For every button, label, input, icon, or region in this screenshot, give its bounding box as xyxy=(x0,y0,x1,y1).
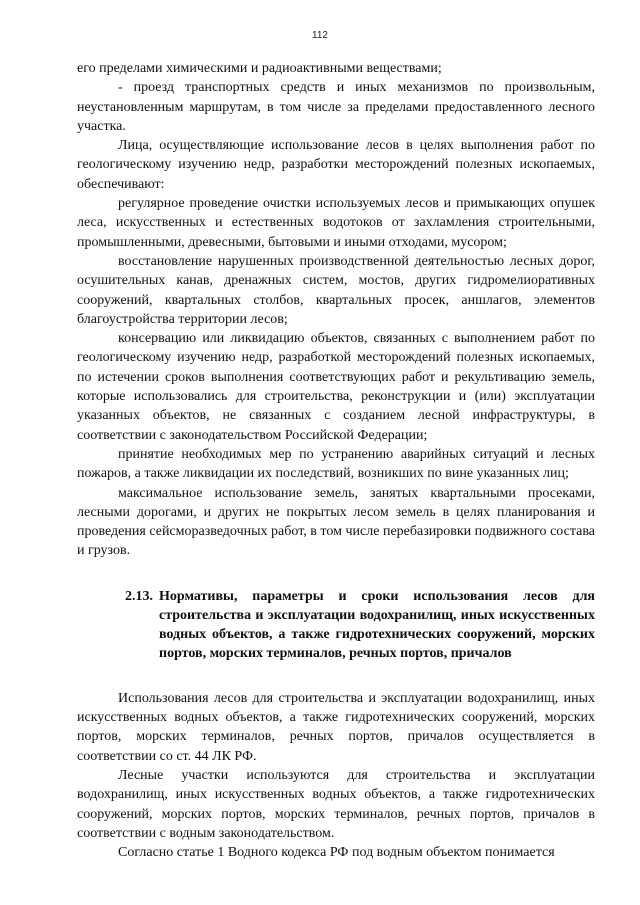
page-number: 112 xyxy=(312,30,328,41)
paragraph: консервацию или ликвидацию объектов, связанных с выполнением работ по геологическому изучению недр, разработкой месторождений полезных ископаемых, по истечении сроков выполнения соответствующих работ и рекультивацию земель, которые использовались для строительства, реконструкции и (или) эксплуатации указанных объектов, не связанных с созданием лесной инфраструктуры, в соответствии с законодательством Российской Федерации; xyxy=(77,331,595,443)
paragraph: Лица, осуществляющие использование лесов в целях выполнения работ по геологическому изучению недр, разработки месторождений полезных ископаемых, обеспечивают: xyxy=(77,138,595,192)
paragraphs-before-section xyxy=(77,59,595,561)
section-title: Нормативы, параметры и сроки использования лесов для строительства и эксплуатации водохранилищ, иных искусственных водных объектов, а также гидротехнических сооружений, морских портов, морских терминалов, речных портов, причалов xyxy=(159,588,595,661)
paragraphs-after-section xyxy=(77,689,595,863)
section-heading xyxy=(77,587,595,663)
paragraph: регулярное проведение очистки используемых лесов и примыкающих опушек леса, искусственных и естественных водотоков от захламления строительными, промышленными, древесными, бытовыми и иными отходами, мусором; xyxy=(77,196,595,250)
paragraph: - проезд транспортных средств и иных механизмов по произвольным, неустановленным маршрутам, в том числе за пределами предоставленного лесного участка. xyxy=(77,80,595,134)
document-body xyxy=(77,59,595,862)
paragraph: Лесные участки используются для строительства и эксплуатации водохранилищ, иных искусственных водных объектов, а также гидротехнических сооружений, морских портов, морских терминалов, речных портов, причалов в соответствии с водным законодательством. xyxy=(77,767,595,841)
paragraph: восстановление нарушенных производственной деятельностью лесных дорог, осушительных канав, дренажных систем, мостов, других гидромелиоративных сооружений, квартальных столбов, квартальных просек, аншлагов, элементов благоустройства территории лесов; xyxy=(77,253,595,327)
paragraph: Согласно статье 1 Водного кодекса РФ под водным объектом понимается xyxy=(118,845,555,861)
paragraph: Использования лесов для строительства и эксплуатации водохранилищ, иных искусственных водных объектов, а также гидротехнических сооружений, морских портов, морских терминалов, речных портов, причалов осуществляется в соответствии со ст. 44 ЛК РФ. xyxy=(77,690,595,764)
paragraph: его пределами химическими и радиоактивными веществами; xyxy=(77,61,442,76)
section-number: 2.13. xyxy=(125,588,153,604)
paragraph: принятие необходимых мер по устранению аварийных ситуаций и лесных пожаров, а также ликвидации их последствий, возникших по вине указанных лиц; xyxy=(77,446,595,482)
paragraph: максимальное использование земель, занятых квартальными просеками, лесными дорогами, и других не покрытых лесом земель в целях планирования и проведения сейсморазведочных работ, в том числе перебазировки подвижного состава и грузов. xyxy=(77,485,595,559)
